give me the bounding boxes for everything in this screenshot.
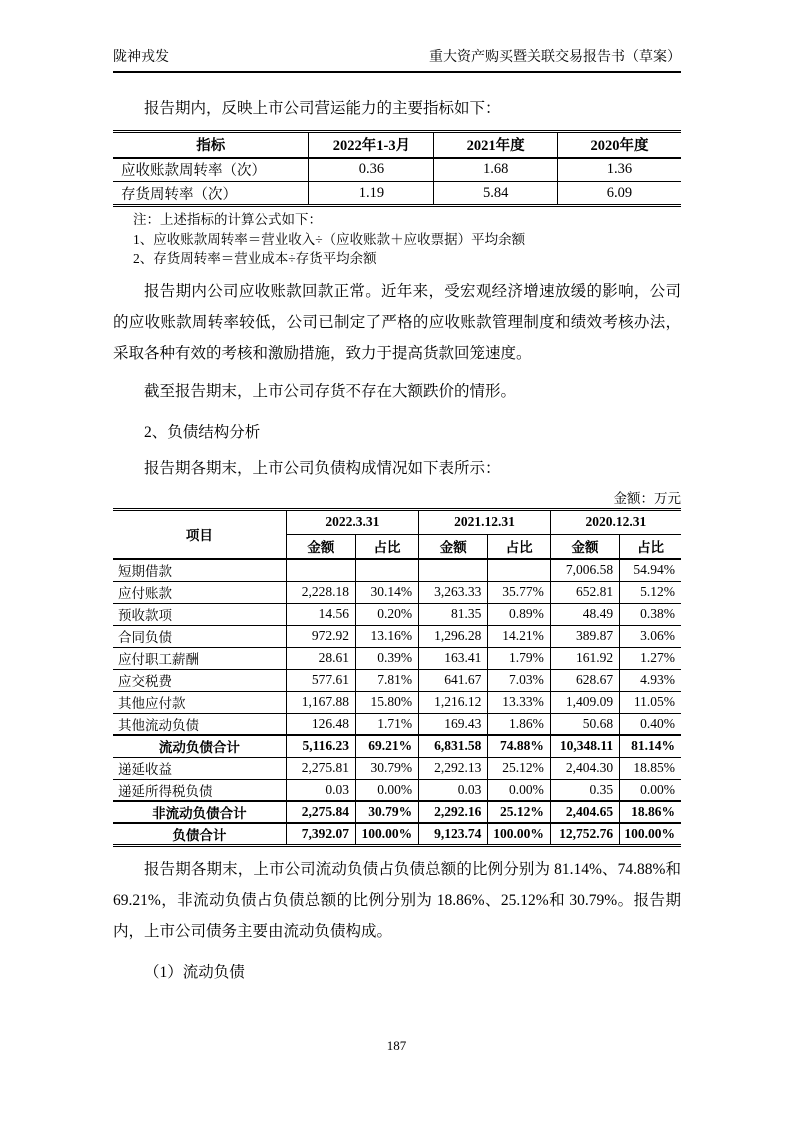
- cell-value: 0.36: [309, 158, 434, 182]
- cell-value: 0.03: [286, 779, 355, 801]
- cell-value: 0.00%: [620, 779, 681, 801]
- cell-value: 30.79%: [356, 801, 419, 823]
- subheader-amount: 金额: [419, 534, 488, 559]
- cell-value: 1.71%: [356, 713, 419, 735]
- cell-value: [419, 559, 488, 581]
- cell-value: 1.86%: [488, 713, 550, 735]
- intro-paragraph: 报告期内，反映上市公司营运能力的主要指标如下：: [144, 100, 501, 117]
- sub-heading-current-liabilities: （1）流动负债: [144, 964, 245, 981]
- table-row: [113, 735, 681, 757]
- cell-value: 0.35: [550, 779, 619, 801]
- subheader-ratio: 占比: [488, 534, 550, 559]
- section-heading-liability-analysis: 2、负债结构分析: [144, 423, 261, 441]
- subheader-amount: 金额: [286, 534, 355, 559]
- cell-value: 3,263.33: [419, 581, 488, 603]
- row-label: 非流动负债合计: [113, 801, 286, 823]
- cell-value: [286, 559, 355, 581]
- note-line: 注：上述指标的计算公式如下：: [133, 212, 322, 227]
- cell-value: 5.12%: [620, 581, 681, 603]
- cell-value: 0.39%: [356, 647, 419, 669]
- table-row: [113, 603, 681, 625]
- turnover-header-row: [113, 132, 681, 158]
- table-unit-label: 金额：万元: [613, 490, 681, 506]
- cell-value: 50.68: [550, 713, 619, 735]
- turnover-col-2021: 2021年度: [434, 132, 558, 158]
- cell-value: 1.36: [557, 158, 681, 182]
- cell-value: 1,167.88: [286, 691, 355, 713]
- cell-value: 5,116.23: [286, 735, 355, 757]
- liabilities-col-item: 项目: [113, 509, 286, 559]
- cell-value: 0.38%: [620, 603, 681, 625]
- cell-value: 1.19: [309, 182, 434, 206]
- cell-value: 2,292.16: [419, 801, 488, 823]
- cell-value: 7.03%: [488, 669, 550, 691]
- cell-value: 5.84: [434, 182, 558, 206]
- row-label: 负债合计: [113, 823, 286, 846]
- row-label: 应付账款: [113, 581, 286, 603]
- cell-value: 6.09: [557, 182, 681, 206]
- cell-value: 161.92: [550, 647, 619, 669]
- table-row: [113, 182, 681, 206]
- closing-paragraph: 报告期各期末，上市公司流动负债占负债总额的比例分别为 81.14%、74.88%和 69.21%，非流动负债占负债总额的比例分别为 18.86%、25.12%和 30.79%。报告期内，上市公司债务主要由流动负债构成。: [113, 861, 681, 940]
- row-label: 其他应付款: [113, 691, 286, 713]
- cell-value: 18.85%: [620, 757, 681, 779]
- subheader-amount: 金额: [550, 534, 619, 559]
- cell-value: 18.86%: [620, 801, 681, 823]
- cell-value: 30.79%: [356, 757, 419, 779]
- page-content: [113, 93, 681, 988]
- liability-table-intro: 报告期各期末，上市公司负债构成情况如下表所示：: [144, 459, 501, 477]
- row-label: 短期借款: [113, 559, 286, 581]
- cell-value: 6,831.58: [419, 735, 488, 757]
- cell-value: 9,123.74: [419, 823, 488, 846]
- subheader-ratio: 占比: [620, 534, 681, 559]
- cell-value: 35.77%: [488, 581, 550, 603]
- liabilities-period-2022: 2022.3.31: [286, 509, 418, 534]
- cell-value: 54.94%: [620, 559, 681, 581]
- cell-value: 100.00%: [356, 823, 419, 846]
- cell-value: 2,292.13: [419, 757, 488, 779]
- liabilities-table: [113, 508, 681, 848]
- row-label: 应交税费: [113, 669, 286, 691]
- cell-value: 69.21%: [356, 735, 419, 757]
- table-notes: [133, 210, 681, 269]
- cell-value: 0.00%: [356, 779, 419, 801]
- cell-value: 4.93%: [620, 669, 681, 691]
- cell-value: 10,348.11: [550, 735, 619, 757]
- liabilities-period-header-row: [113, 509, 681, 534]
- header-company-name: 陇神戎发: [113, 50, 169, 65]
- row-label: 流动负债合计: [113, 735, 286, 757]
- cell-value: 2,275.81: [286, 757, 355, 779]
- cell-value: 163.41: [419, 647, 488, 669]
- cell-value: 12,752.76: [550, 823, 619, 846]
- row-label: 存货周转率（次）: [113, 182, 309, 206]
- cell-value: 1.68: [434, 158, 558, 182]
- table-row: [113, 647, 681, 669]
- note-line: 2、存货周转率＝营业成本÷存货平均余额: [133, 251, 377, 266]
- cell-value: 0.89%: [488, 603, 550, 625]
- cell-value: 2,404.65: [550, 801, 619, 823]
- cell-value: 14.56: [286, 603, 355, 625]
- table-row: [113, 581, 681, 603]
- cell-value: 14.21%: [488, 625, 550, 647]
- cell-value: 652.81: [550, 581, 619, 603]
- cell-value: 28.61: [286, 647, 355, 669]
- cell-value: 577.61: [286, 669, 355, 691]
- row-label: 其他流动负债: [113, 713, 286, 735]
- row-label: 合同负债: [113, 625, 286, 647]
- cell-value: 13.16%: [356, 625, 419, 647]
- cell-value: 30.14%: [356, 581, 419, 603]
- cell-value: 0.20%: [356, 603, 419, 625]
- liabilities-period-2021: 2021.12.31: [419, 509, 551, 534]
- cell-value: 0.40%: [620, 713, 681, 735]
- cell-value: 7.81%: [356, 669, 419, 691]
- table-row: [113, 158, 681, 182]
- cell-value: 0.00%: [488, 779, 550, 801]
- table-row: [113, 779, 681, 801]
- cell-value: 1,296.28: [419, 625, 488, 647]
- cell-value: 1,409.09: [550, 691, 619, 713]
- cell-value: 7,006.58: [550, 559, 619, 581]
- note-line: 1、应收账款周转率＝营业收入÷（应收账款＋应收票据）平均余额: [133, 231, 526, 247]
- cell-value: 0.03: [419, 779, 488, 801]
- table-row: [113, 691, 681, 713]
- cell-value: 3.06%: [620, 625, 681, 647]
- cell-value: 1,216.12: [419, 691, 488, 713]
- page-number: 187: [386, 1038, 407, 1053]
- turnover-ratio-table: [113, 130, 681, 207]
- table-row: [113, 757, 681, 779]
- table-row: [113, 669, 681, 691]
- cell-value: 13.33%: [488, 691, 550, 713]
- table-row: [113, 625, 681, 647]
- cell-value: 81.14%: [620, 735, 681, 757]
- cell-value: 2,404.30: [550, 757, 619, 779]
- table-row: [113, 713, 681, 735]
- cell-value: 48.49: [550, 603, 619, 625]
- page-header: [113, 46, 681, 73]
- turnover-col-2020: 2020年度: [557, 132, 681, 158]
- row-label: 应付职工薪酬: [113, 647, 286, 669]
- row-label: 应收账款周转率（次）: [113, 158, 309, 182]
- cell-value: 100.00%: [620, 823, 681, 846]
- cell-value: 1.79%: [488, 647, 550, 669]
- cell-value: 7,392.07: [286, 823, 355, 846]
- cell-value: 641.67: [419, 669, 488, 691]
- cell-value: 15.80%: [356, 691, 419, 713]
- cell-value: 1.27%: [620, 647, 681, 669]
- cell-value: 628.67: [550, 669, 619, 691]
- cell-value: 126.48: [286, 713, 355, 735]
- cell-value: 2,275.84: [286, 801, 355, 823]
- cell-value: [356, 559, 419, 581]
- cell-value: 25.12%: [488, 757, 550, 779]
- row-label: 递延收益: [113, 757, 286, 779]
- cell-value: 389.87: [550, 625, 619, 647]
- cell-value: 81.35: [419, 603, 488, 625]
- subheader-ratio: 占比: [356, 534, 419, 559]
- table-row: [113, 801, 681, 823]
- table-row: [113, 823, 681, 846]
- cell-value: 11.05%: [620, 691, 681, 713]
- receivables-paragraph: 报告期内公司应收账款回款正常。近年来，受宏观经济增速放缓的影响，公司的应收账款周转率较低，公司已制定了严格的应收账款管理制度和绩效考核办法，采取各种有效的考核和激励措施，致力于提高货款回笼速度。: [113, 282, 681, 362]
- turnover-col-2022: 2022年1-3月: [309, 132, 434, 158]
- page-footer: [0, 1038, 793, 1054]
- cell-value: 2,228.18: [286, 581, 355, 603]
- cell-value: 74.88%: [488, 735, 550, 757]
- cell-value: 100.00%: [488, 823, 550, 846]
- cell-value: [488, 559, 550, 581]
- header-report-title: 重大资产购买暨关联交易报告书（草案）: [429, 50, 681, 65]
- liabilities-period-2020: 2020.12.31: [550, 509, 681, 534]
- cell-value: 25.12%: [488, 801, 550, 823]
- table-row: [113, 559, 681, 581]
- turnover-col-indicator: 指标: [113, 132, 309, 158]
- row-label: 递延所得税负债: [113, 779, 286, 801]
- inventory-paragraph: 截至报告期末，上市公司存货不存在大额跌价的情形。: [144, 382, 517, 400]
- row-label: 预收款项: [113, 603, 286, 625]
- cell-value: 972.92: [286, 625, 355, 647]
- cell-value: 169.43: [419, 713, 488, 735]
